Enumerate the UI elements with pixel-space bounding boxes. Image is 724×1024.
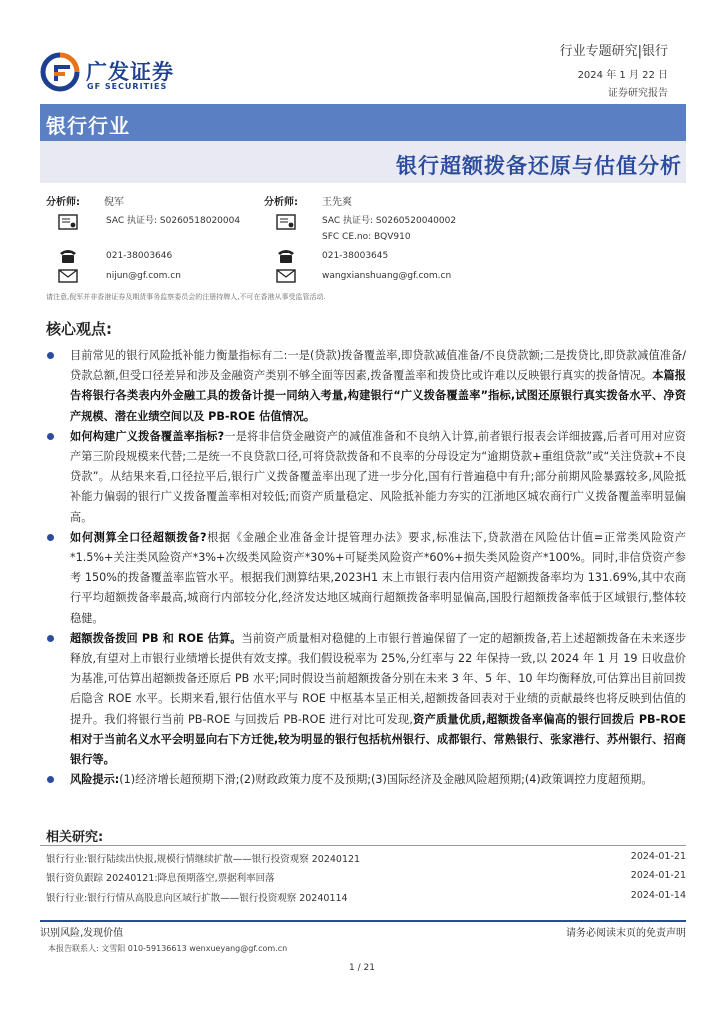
related-item[interactable]: 银行行业:银行陆续出快报,规模行情继续扩散——银行投资观察 20240121 2024-01-21 — [46, 851, 686, 865]
certificate-icon — [276, 214, 296, 230]
footer-divider — [40, 920, 686, 922]
analyst-label: 分析师: — [264, 197, 298, 208]
gf-logo-icon — [40, 52, 80, 92]
divider — [40, 845, 686, 846]
email-icon — [58, 268, 78, 284]
bullet-icon — [47, 352, 54, 359]
core-views-list — [44, 346, 686, 790]
bullet-icon — [47, 433, 54, 440]
report-kind: 证券研究报告 — [608, 88, 668, 99]
related-research-title: 相关研究: — [46, 830, 104, 845]
analyst-sac: SAC 执证号: S0260518020004 — [106, 216, 241, 226]
analyst-phone: 021-38003645 — [322, 251, 389, 261]
phone-icon — [276, 248, 296, 264]
report-title: 银行超额拨备还原与估值分析 — [396, 153, 682, 178]
footer-disclaimer-note: 请务必阅读末页的免责声明 — [566, 928, 686, 939]
analyst-name: 王先爽 — [322, 197, 352, 208]
analyst-sac: SAC 执证号: S0260520040002 — [322, 216, 457, 226]
analyst-name: 倪军 — [104, 197, 124, 208]
analyst-email[interactable]: nijun@gf.com.cn — [106, 271, 181, 281]
industry-banner — [40, 104, 686, 141]
phone-icon — [58, 248, 78, 264]
company-logo — [40, 52, 200, 92]
analyst-label: 分析师: — [46, 197, 80, 208]
logo-name-en: GF SECURITIES — [87, 82, 168, 91]
list-item: 超额拨备拨回 PB 和 ROE 估算。当前资产质量相对稳健的上市银行普遍保留了一定的超额拨备,若上述超额拨备在未来逐步释放,有望对上市银行业绩增长提供有效支撑。我们假设税率为 25%,分红率与 22 年保持一致,以 2024 年 1 月 19 日收盘价为基准,可估算出超额拨备还原后 PB 水平;同时假设当前超额拨备分别在未来 3 年、5 年、10 年均衡释放,可估算出目前回拨后隐含 ROE 水平。长期来看,银行估值水平与 ROE 中枢基本呈正相关,超额拨备回表对于业绩的贡献最终也将反映到估值的提升。我们将银行当前 PB-ROE 与回拨后 PB-ROE 进行对比可发现,资产质量优质,超额拨备率偏高的银行回拨后 PB-ROE 相对于当前名义水平会明显向右下方迁徙,较为明显的银行包括杭州银行、成都银行、常熟银行、张家港行、苏州银行、招商银行等。 — [44, 629, 686, 770]
related-item[interactable]: 银行行业:银行行情从高股息向区域行扩散——银行投资观察 20240114 2024-01-14 — [46, 890, 686, 904]
bullet-icon — [47, 534, 54, 541]
footer-slogan: 识别风险,发现价值 — [40, 928, 124, 939]
industry-title: 银行行业 — [46, 114, 130, 138]
page-number: 1 / 21 — [349, 963, 375, 973]
list-item: 如何测算全口径超额拨备?根据《金融企业准备金计提管理办法》要求,标准法下,贷款潜在风险估计值=正常类风险资产*1.5%+关注类风险资产*3%+次级类风险资产*30%+可疑类风险资产*60%+损失类风险资产*100%。同时,非信贷资产参考 150%的拨备覆盖率监管水平。根据我们测算结果,2023H1 末上市银行表内信用资产超额拨备率均为 131.69%,其中农商行平均超额拨备率最高,城商行内部较分化,经济发达地区城商行超额拨备率明显偏高,国股行超额拨备率低于区域银行,整体较稳健。 — [44, 528, 686, 629]
disclaimer: 请注意,倪军并非香港证券及期货事务监察委员会的注册持牌人,不可在香港从事受监管活动. — [46, 293, 326, 301]
list-item: 风险提示:(1)经济增长超预期下滑;(2)财政政策力度不及预期;(3)国际经济及金融风险超预期;(4)政策调控力度超预期。 — [44, 770, 686, 790]
title-banner — [40, 141, 686, 183]
bullet-icon — [47, 776, 54, 783]
email-icon — [276, 268, 296, 284]
core-views-title: 核心观点: — [46, 320, 112, 338]
certificate-icon — [58, 214, 78, 230]
bullet-icon — [47, 635, 54, 642]
analyst-phone: 021-38003646 — [106, 251, 173, 261]
related-item[interactable]: 银行资负跟踪 20240121:降息预期落空,票据利率回落 2024-01-21 — [46, 870, 686, 884]
list-item: 如何构建广义拨备覆盖率指标?一是将非信贷金融资产的减值准备和不良纳入计算,前者银行报表会详细披露,后者可用对应资产第三阶段规模来代替;二是统一不良贷款口径,可将贷款拨备和不良率的分母设定为“逾期贷款+重组贷款”或“关注贷款+不良贷款”。从结果来看,口径拉平后,银行广义拨备覆盖率出现了进一步分化,国有行普遍稳中有升;部分前期风险暴露较多,风险抵补能力偏弱的银行广义拨备覆盖率相对较低;而资产质量稳定、风险抵补能力夯实的江浙地区城农商行广义拨备覆盖率明显偏高。 — [44, 427, 686, 528]
list-item: 目前常见的银行风险抵补能力衡量指标有二:一是(贷款)拨备覆盖率,即贷款减值准备/不良贷款额;二是拨贷比,即贷款减值准备/贷款总额,但受口径差异和涉及金融资产类别不够全面等因素,拨备覆盖率和拨贷比或许难以反映银行真实的拨备情况。本篇报告将银行各类表内外金融工具的拨备计提一同纳入考量,构建银行“广义拨备覆盖率”指标,试图还原银行真实拨备水平、净资产规模、潜在业绩空间以及 PB-ROE 估值情况。 — [44, 346, 686, 427]
logo-name-cn: 广发证券 — [86, 60, 174, 84]
report-date: 2024 年 1 月 22 日 — [577, 70, 668, 81]
analyst-sfc: SFC CE.no: BQV910 — [322, 232, 411, 242]
report-contact: 本报告联系人: 文雪阳 010-59136613 wenxueyang@gf.com.cn — [48, 944, 288, 953]
report-type: 行业专题研究|银行 — [559, 44, 668, 59]
analyst-email[interactable]: wangxianshuang@gf.com.cn — [322, 271, 452, 281]
